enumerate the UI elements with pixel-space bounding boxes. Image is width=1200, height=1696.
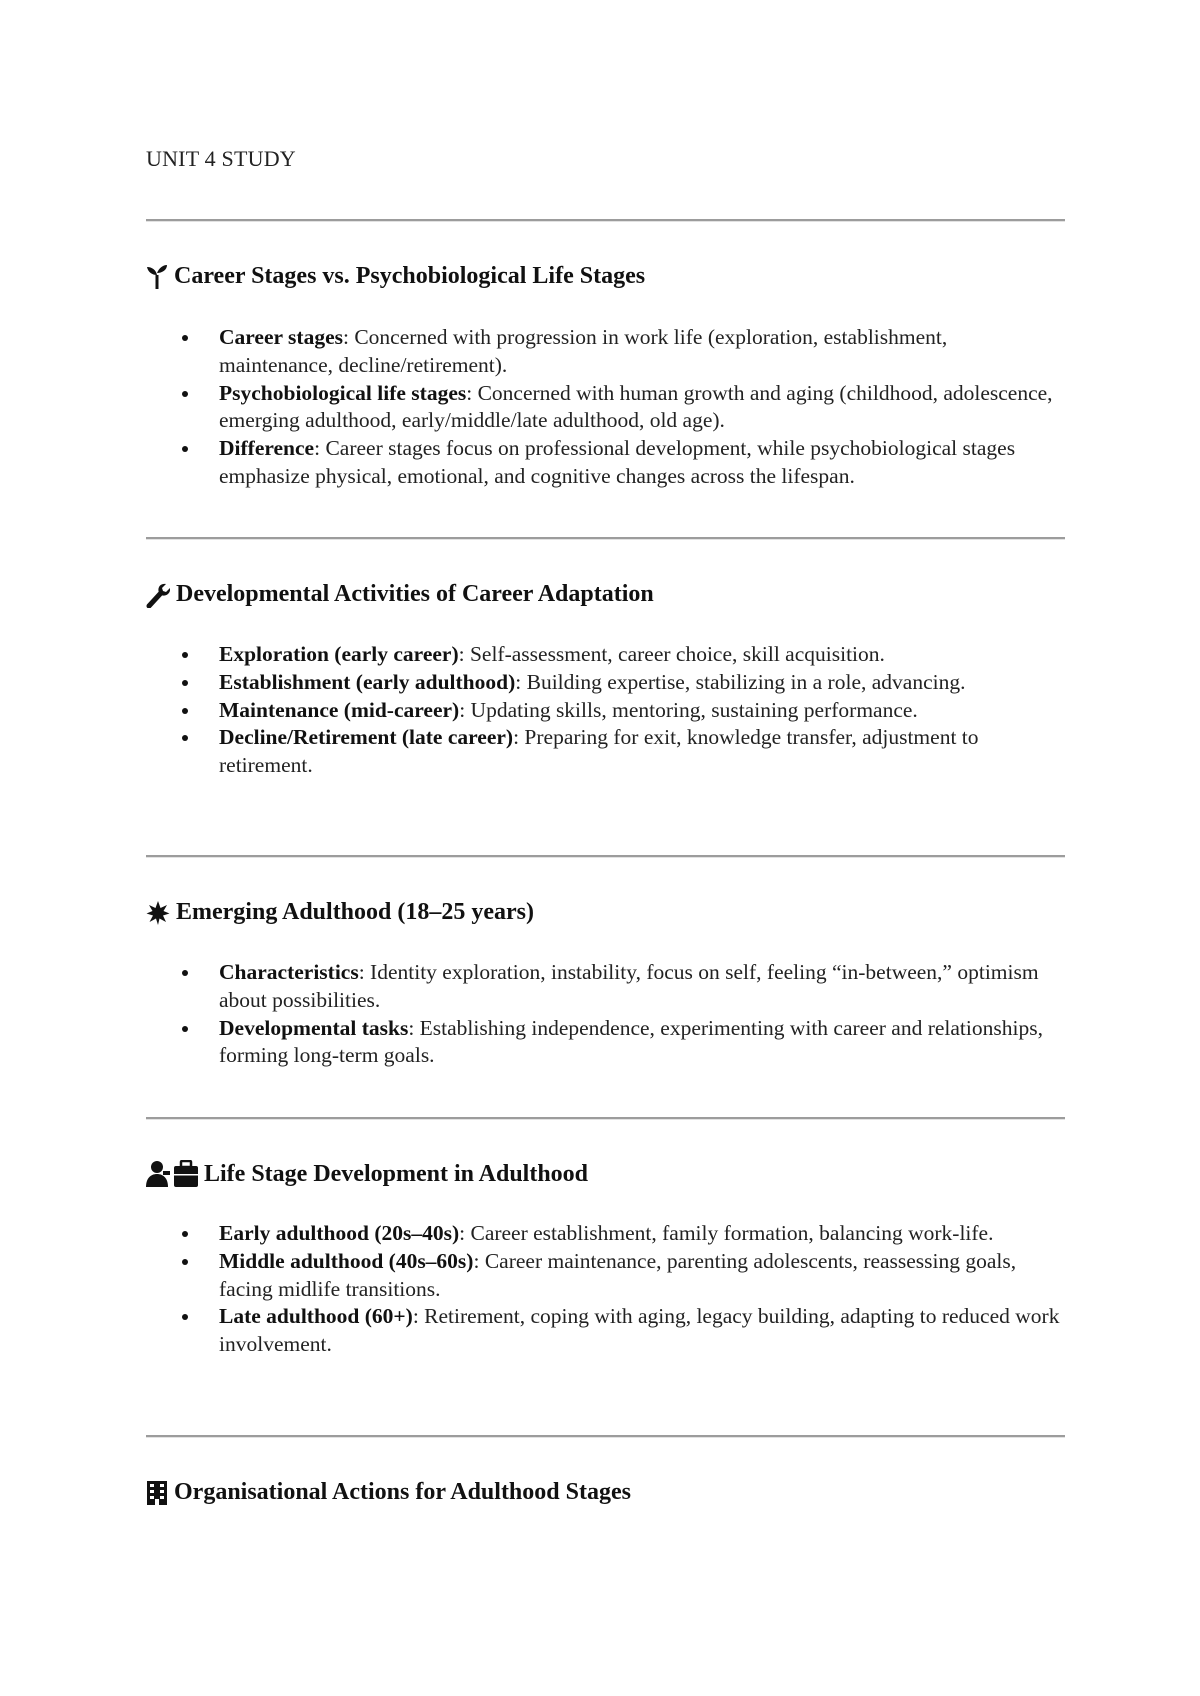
list-item-term: Developmental tasks	[219, 1015, 409, 1040]
horizontal-divider	[146, 219, 1065, 222]
list-item-text: : Career maintenance, parenting adolescents, reassessing goals, facing midlife transitions.	[219, 1248, 1017, 1301]
list-item-term: Maintenance (mid-career)	[219, 697, 460, 722]
bullet-icon	[182, 335, 188, 341]
list-item-text: : Building expertise, stabilizing in a role, advancing.	[515, 669, 966, 694]
section-heading-developmental-activities	[146, 581, 654, 608]
bullet-icon	[182, 735, 188, 741]
list-item-term: Establishment (early adulthood)	[219, 669, 516, 694]
list-item-text: : Concerned with human growth and aging (childhood, adolescence, emerging adulthood, early/middle/late adulthood, old age).	[219, 380, 1053, 433]
list-item	[180, 324, 1065, 380]
list-item-text: : Establishing independence, experimenting with career and relationships, forming long-term goals.	[219, 1015, 1043, 1068]
horizontal-divider	[146, 855, 1065, 858]
list-item	[180, 697, 1065, 725]
bullet-icon	[182, 1231, 188, 1237]
horizontal-divider	[146, 537, 1065, 540]
sparkle-icon	[146, 900, 170, 926]
list-item-text: : Identity exploration, instability, focus on self, feeling “in-between,” optimism about possibilities.	[219, 960, 1039, 1012]
list-item	[180, 1303, 1065, 1359]
list-item-text: : Self-assessment, career choice, skill acquisition.	[458, 642, 885, 666]
section-heading-organisational-actions	[146, 1479, 631, 1506]
list-item	[180, 641, 1065, 669]
horizontal-divider	[146, 1435, 1065, 1438]
bullet-icon	[182, 970, 188, 976]
section-heading-life-stage-development	[146, 1160, 588, 1188]
section-heading-text: Life Stage Development in Adulthood	[204, 1160, 589, 1187]
list-item-term: Early adulthood (20s–40s)	[219, 1221, 460, 1245]
list-item-term: Middle adulthood (40s–60s)	[219, 1248, 474, 1273]
list-item-text: : Concerned with progression in work life (exploration, establishment, maintenance, decline/retirement).	[219, 325, 948, 377]
list-item	[180, 1248, 1065, 1304]
bullet-list-career-stages	[180, 324, 1065, 491]
bullet-list-life-stage-development	[180, 1220, 1065, 1359]
list-item-term: Exploration (early career)	[219, 642, 459, 666]
list-item-text: : Preparing for exit, knowledge transfer, adjustment to retirement.	[219, 725, 979, 778]
list-item-term: Late adulthood (60+)	[219, 1304, 413, 1329]
list-item	[180, 724, 1065, 780]
list-item	[180, 959, 1065, 1015]
bullet-icon	[182, 1314, 188, 1320]
section-heading-text: Career Stages vs. Psychobiological Life Stages	[174, 263, 646, 289]
bullet-list-developmental-activities	[180, 641, 1065, 780]
bullet-icon	[182, 652, 188, 658]
list-item-text: : Retirement, coping with aging, legacy building, adapting to reduced work involvement.	[219, 1304, 1060, 1357]
list-item-text: : Updating skills, mentoring, sustaining performance.	[459, 697, 918, 722]
person-briefcase-icon	[146, 1160, 198, 1188]
section-heading-text: Organisational Actions for Adulthood Stages	[174, 1479, 631, 1505]
list-item	[180, 435, 1065, 491]
bullet-icon	[182, 1259, 188, 1265]
list-item	[180, 380, 1065, 436]
bullet-icon	[182, 446, 188, 452]
bullet-list-emerging-adulthood	[180, 959, 1065, 1070]
wrench-icon	[146, 582, 170, 608]
list-item-term: Decline/Retirement (late career)	[219, 725, 514, 750]
list-item-term: Psychobiological life stages	[219, 380, 467, 405]
section-heading-emerging-adulthood	[146, 899, 534, 926]
seedling-icon	[146, 264, 168, 290]
list-item-term: Difference	[219, 436, 315, 461]
bullet-icon	[182, 391, 188, 397]
list-item-text: : Career stages focus on professional development, while psychobiological stages emphasize physical, emotional, and cognitive changes across the lifespan.	[219, 436, 1016, 488]
bullet-icon	[182, 1026, 188, 1032]
list-item	[180, 669, 1065, 697]
bullet-icon	[182, 680, 188, 686]
office-building-icon	[146, 1480, 168, 1506]
document-title: UNIT 4 STUDY	[146, 146, 296, 171]
list-item	[180, 1220, 1065, 1248]
list-item	[180, 1015, 1065, 1071]
section-heading-text: Emerging Adulthood (18–25 years)	[176, 899, 535, 925]
list-item-term: Career stages	[219, 325, 343, 349]
list-item-term: Characteristics	[219, 960, 359, 984]
section-heading-career-stages	[146, 263, 645, 290]
horizontal-divider	[146, 1117, 1065, 1120]
bullet-icon	[182, 708, 188, 714]
list-item-text: : Career establishment, family formation, balancing work-life.	[459, 1221, 994, 1245]
section-heading-text: Developmental Activities of Career Adaptation	[176, 581, 654, 607]
